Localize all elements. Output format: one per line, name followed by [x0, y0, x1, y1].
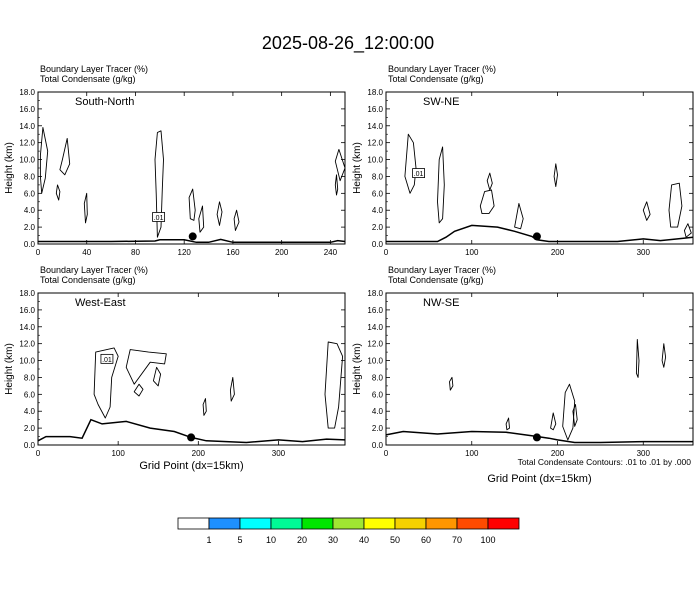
y-tick-label: 4.0 [371, 407, 383, 417]
y-tick-label: 12.0 [367, 138, 383, 148]
x-tick-label: 200 [550, 449, 565, 458]
x-tick-label: 0 [383, 248, 389, 257]
y-tick-label: 4.0 [23, 407, 35, 417]
y-axis-label: Height (km) [352, 142, 363, 194]
y-tick-label: 10.0 [19, 155, 35, 165]
colorbar-swatch [302, 518, 333, 529]
plot-frame [386, 92, 693, 244]
colorbar-swatch [333, 518, 364, 529]
y-tick-label: 8.0 [371, 373, 383, 383]
condensate-contour [134, 384, 143, 396]
y-tick-label: 6.0 [371, 189, 383, 199]
y-tick-label: 16.0 [367, 305, 383, 315]
x-tick-label: 200 [191, 449, 205, 458]
x-tick-label: 0 [35, 449, 41, 458]
colorbar-label: 10 [265, 535, 277, 545]
condensate-contour [480, 190, 494, 214]
x-tick-label: 80 [131, 248, 140, 257]
condensate-contour [203, 399, 206, 416]
location-marker [187, 433, 195, 441]
figure-title: 2025-08-26_12:00:00 [261, 33, 435, 53]
y-tick-label: 18.0 [19, 88, 35, 97]
contour-label-text: .01 [413, 171, 424, 179]
colorbar-label: 60 [420, 535, 432, 545]
contour-label [101, 354, 113, 364]
location-marker [533, 433, 541, 441]
y-tick-label: 18.0 [19, 289, 35, 298]
y-tick-label: 8.0 [371, 172, 383, 182]
panel-title: NW-SE [423, 297, 460, 309]
y-axis-label: Height (km) [4, 142, 15, 194]
plot-frame [38, 293, 345, 445]
location-marker [189, 232, 197, 240]
colorbar-label: 50 [389, 535, 401, 545]
y-axis-label: Height (km) [4, 343, 15, 395]
x-axis-label: Grid Point (dx=15km) [139, 460, 244, 472]
condensate-contour [487, 173, 492, 190]
y-tick-label: 14.0 [19, 322, 35, 332]
condensate-contour [506, 418, 509, 430]
colorbar-label: 1 [206, 535, 212, 545]
y-tick-label: 10.0 [19, 356, 35, 366]
colorbar-swatch [209, 518, 240, 529]
condensate-contour [217, 202, 222, 226]
x-tick-label: 300 [636, 449, 650, 458]
condensate-contour [450, 377, 453, 390]
y-tick-label: 16.0 [19, 104, 35, 114]
y-tick-label: 14.0 [367, 121, 383, 131]
y-tick-label: 6.0 [371, 390, 383, 400]
condensate-contour [662, 344, 666, 368]
y-tick-label: 8.0 [23, 172, 35, 182]
y-tick-label: 16.0 [367, 104, 383, 114]
colorbar-label: 100 [480, 535, 496, 545]
panel-title: SW-NE [423, 96, 460, 108]
condensate-contour [684, 224, 691, 238]
condensate-contour [515, 204, 524, 229]
field-label: Total Condensate (g/kg) [40, 275, 136, 285]
colorbar-swatch [426, 518, 457, 529]
y-tick-label: 8.0 [23, 373, 35, 383]
colorbar-swatch [488, 518, 519, 529]
y-tick-label: 6.0 [23, 390, 35, 400]
condensate-contour [40, 128, 47, 194]
contour-label-text: .01 [153, 214, 164, 222]
condensate-contour [554, 164, 557, 187]
y-tick-label: 12.0 [19, 138, 35, 148]
contour-label [413, 169, 425, 179]
field-label: Total Condensate (g/kg) [388, 74, 484, 84]
colorbar-label: 70 [451, 535, 463, 545]
y-tick-label: 2.0 [371, 424, 383, 434]
panel-title: West-East [75, 297, 126, 309]
y-tick-label: 18.0 [367, 88, 383, 97]
condensate-contour [636, 339, 639, 377]
x-tick-label: 300 [271, 449, 286, 458]
y-tick-label: 4.0 [371, 206, 383, 216]
panel-3 [4, 265, 345, 472]
condensate-contour [126, 350, 166, 385]
y-tick-label: 10.0 [367, 155, 383, 165]
colorbar-swatch [240, 518, 271, 529]
condensate-contour [669, 183, 682, 227]
x-tick-label: 100 [465, 449, 479, 458]
field-label: Boundary Layer Tracer (%) [388, 265, 497, 275]
y-tick-label: 12.0 [367, 339, 383, 349]
y-tick-label: 2.0 [23, 424, 35, 434]
y-tick-label: 0.0 [371, 240, 383, 249]
condensate-contour [189, 189, 195, 220]
colorbar-swatch [395, 518, 426, 529]
panel-4 [352, 265, 693, 485]
contour-label [153, 212, 165, 222]
y-tick-label: 0.0 [371, 441, 383, 450]
x-tick-label: 300 [636, 248, 650, 257]
y-tick-label: 18.0 [367, 289, 383, 298]
y-tick-label: 4.0 [23, 206, 35, 216]
plot-frame [386, 293, 693, 445]
x-tick-label: 100 [111, 449, 125, 458]
x-axis-label: Grid Point (dx=15km) [487, 473, 592, 485]
plot-frame [38, 92, 345, 244]
field-label: Boundary Layer Tracer (%) [40, 265, 149, 275]
condensate-contour [56, 185, 60, 200]
condensate-contour [335, 175, 337, 195]
colorbar-swatch [457, 518, 488, 529]
y-tick-label: 14.0 [367, 322, 383, 332]
condensate-contour [551, 413, 556, 430]
colorbar-swatch [178, 518, 209, 529]
panel-1 [4, 64, 345, 257]
y-tick-label: 2.0 [23, 223, 35, 233]
condensate-contour [438, 147, 445, 223]
x-tick-label: 0 [35, 248, 41, 257]
y-tick-label: 0.0 [23, 441, 35, 450]
condensate-contour [405, 134, 416, 193]
panel-grid [4, 64, 693, 485]
colorbar-swatch [364, 518, 395, 529]
x-tick-label: 0 [383, 449, 389, 458]
y-tick-label: 12.0 [19, 339, 35, 349]
y-tick-label: 6.0 [23, 189, 35, 199]
contour-footnote: Total Condensate Contours: .01 to .01 by .000 [517, 457, 691, 467]
y-tick-label: 0.0 [23, 240, 35, 249]
field-label: Boundary Layer Tracer (%) [40, 64, 149, 74]
location-marker [533, 232, 541, 240]
x-tick-label: 200 [550, 248, 565, 257]
field-label: Total Condensate (g/kg) [40, 74, 136, 84]
x-tick-label: 160 [226, 248, 240, 257]
x-tick-label: 200 [274, 248, 289, 257]
condensate-contour [199, 206, 204, 232]
y-axis-label: Height (km) [352, 343, 363, 395]
panel-2 [352, 64, 693, 257]
colorbar-label: 30 [327, 535, 339, 545]
condensate-contour [234, 210, 239, 230]
condensate-contour [230, 377, 234, 401]
colorbar-swatch [271, 518, 302, 529]
colorbar-label: 40 [358, 535, 370, 545]
condensate-contour [153, 367, 160, 386]
x-tick-label: 120 [177, 248, 191, 257]
x-tick-label: 100 [465, 248, 479, 257]
condensate-contour [643, 202, 650, 221]
y-tick-label: 16.0 [19, 305, 35, 315]
colorbar-label: 5 [237, 535, 243, 545]
y-tick-label: 14.0 [19, 121, 35, 131]
colorbar-label: 20 [296, 535, 308, 545]
panel-title: South-North [75, 96, 135, 108]
x-tick-label: 40 [82, 248, 92, 257]
colorbar [178, 518, 519, 545]
condensate-contour [84, 193, 87, 223]
field-label: Total Condensate (g/kg) [388, 275, 484, 285]
x-tick-label: 240 [323, 248, 338, 257]
y-tick-label: 10.0 [367, 356, 383, 366]
condensate-contour [325, 342, 343, 428]
field-label: Boundary Layer Tracer (%) [388, 64, 497, 74]
contour-label-text: .01 [102, 356, 112, 364]
y-tick-label: 2.0 [371, 223, 383, 233]
condensate-contour [60, 138, 70, 174]
